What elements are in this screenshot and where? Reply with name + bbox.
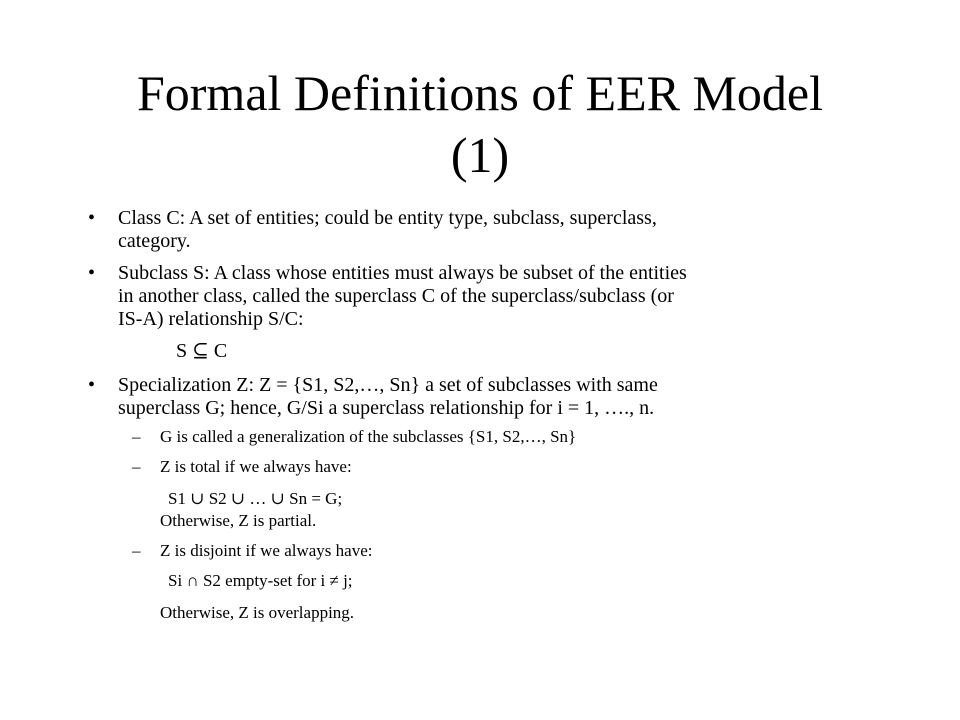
overlapping-note: Otherwise, Z is overlapping. xyxy=(160,603,355,622)
bullet-text-line: in another class, called the superclass C of the superclass/subclass (or xyxy=(118,285,674,307)
sub-item-text: Z is disjoint if we always have: xyxy=(160,541,373,560)
bullet-text-line: Class C: A set of entities; could be entity type, subclass, superclass, xyxy=(118,207,657,229)
bullet-text-line: category. xyxy=(118,230,191,252)
bullet-text-line: IS-A) relationship S/C: xyxy=(118,308,304,330)
sub-item-disjoint xyxy=(88,540,888,562)
partial-note: Otherwise, Z is partial. xyxy=(160,511,317,530)
title-line-2: (1) xyxy=(450,127,510,183)
bullet-specialization xyxy=(88,374,888,420)
bullet-text-line: superclass G; hence, G/Si a superclass relationship for i = 1, …., n. xyxy=(118,397,655,419)
sub-item-text: Z is total if we always have: xyxy=(160,457,352,476)
dash-icon: – xyxy=(132,427,141,446)
slide-body xyxy=(88,207,888,624)
sub-item-generalization xyxy=(88,426,888,448)
bullet-text-line: Subclass S: A class whose entities must always be subset of the entities xyxy=(118,262,687,284)
bullet-text-line: Specialization Z: Z = {S1, S2,…, Sn} a set of subclasses with same xyxy=(118,374,658,396)
slide-title xyxy=(60,62,900,186)
dash-icon: – xyxy=(132,541,141,560)
title-line-1: Formal Definitions of EER Model xyxy=(136,65,824,121)
sub-item-total xyxy=(88,456,888,478)
bullet-subclass xyxy=(88,262,888,331)
subset-formula: S ⊆ C xyxy=(176,340,228,362)
bullet-icon: • xyxy=(88,262,96,284)
union-formula: S1 ∪ S2 ∪ … ∪ Sn = G; xyxy=(168,489,343,508)
intersection-formula: Si ∩ S2 empty-set for i ≠ j; xyxy=(168,571,353,590)
dash-icon: – xyxy=(132,457,141,476)
bullet-icon: • xyxy=(88,374,96,396)
bullet-icon: • xyxy=(88,207,96,229)
sub-item-text: G is called a generalization of the subclasses {S1, S2,…, Sn} xyxy=(160,427,577,446)
bullet-class xyxy=(88,207,888,253)
